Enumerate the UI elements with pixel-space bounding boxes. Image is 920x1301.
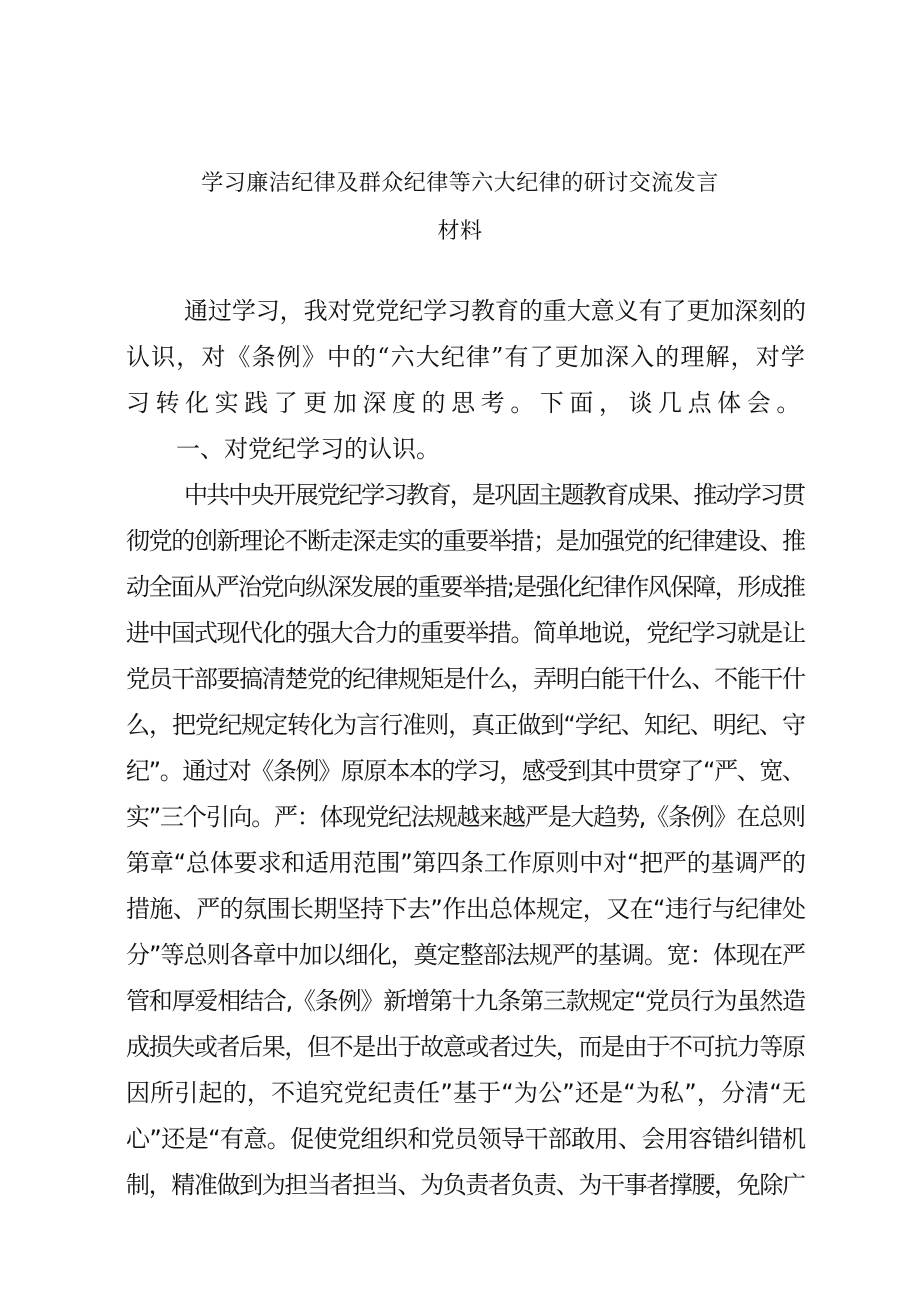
- intro-line-1: 通过学习，我对党党纪学习教育的重大意义有了更加深刻的: [184, 297, 806, 325]
- section-1-line: 实”三个引向。严：体现党纪法规越来越严是大趋势,《条例》在总则: [126, 803, 805, 831]
- section-1-line: 中共中央开展党纪学习教育，是巩固主题教育成果、推动学习贯: [184, 481, 805, 509]
- section-1-line: 措施、严的氛围长期坚持下去”作出总体规定，又在“违行与纪律处: [126, 895, 806, 923]
- intro-line-2: 认识，对《条例》中的“六大纪律”有了更加深入的理解，对学: [126, 343, 806, 371]
- section-1-line: 因所引起的，不追究党纪责任”基于“为公”还是“为私”，分清“无: [126, 1079, 807, 1107]
- document-title-line-1: 学习廉洁纪律及群众纪律等六大纪律的研讨交流发言: [201, 171, 719, 196]
- section-1-line: 第章“总体要求和适用范围”第四条工作原则中对“把严的基调严的: [126, 849, 806, 877]
- section-1-line: 管和厚爱相结合,《条例》新增第十九条第三款规定“党员行为虽然造: [126, 987, 805, 1015]
- section-1-line: 进中国式现代化的强大合力的重要举措。简单地说，党纪学习就是让: [126, 619, 805, 647]
- section-1-line: 么，把党纪规定转化为言行准则，真正做到“学纪、知纪、明纪、守: [126, 711, 806, 739]
- section-1-heading: 一、对党纪学习的认识。: [176, 435, 440, 463]
- section-1-line: 动全面从严治党向纵深发展的重要举措;是强化纪律作风保障，形成推: [126, 573, 805, 601]
- document-title-line-2: 材料: [437, 219, 483, 244]
- section-1-line: 成损失或者后果，但不是出于故意或者过失，而是由于不可抗力等原: [126, 1033, 805, 1061]
- section-1-line: 纪”。通过对《条例》原原本本的学习，感受到其中贯穿了“严、宽、: [126, 757, 805, 785]
- section-1-line: 党员干部要搞清楚党的纪律规矩是什么，弄明白能干什么、不能干什: [126, 665, 805, 693]
- intro-line-3: 习转化实践了更加深度的思考。下面，谈几点体会。: [126, 389, 806, 417]
- section-1-line: 彻党的创新理论不断走深走实的重要举措；是加强党的纪律建设、推: [126, 527, 805, 555]
- section-1-line: 制，精准做到为担当者担当、为负责者负责、为干事者撑腰，免除广: [126, 1171, 805, 1199]
- section-1-line: 心”还是“有意。促使党组织和党员领导干部敢用、会用容错纠错机: [126, 1125, 806, 1153]
- section-1-line: 分”等总则各章中加以细化，奠定整部法规严的基调。宽：体现在严: [126, 941, 806, 969]
